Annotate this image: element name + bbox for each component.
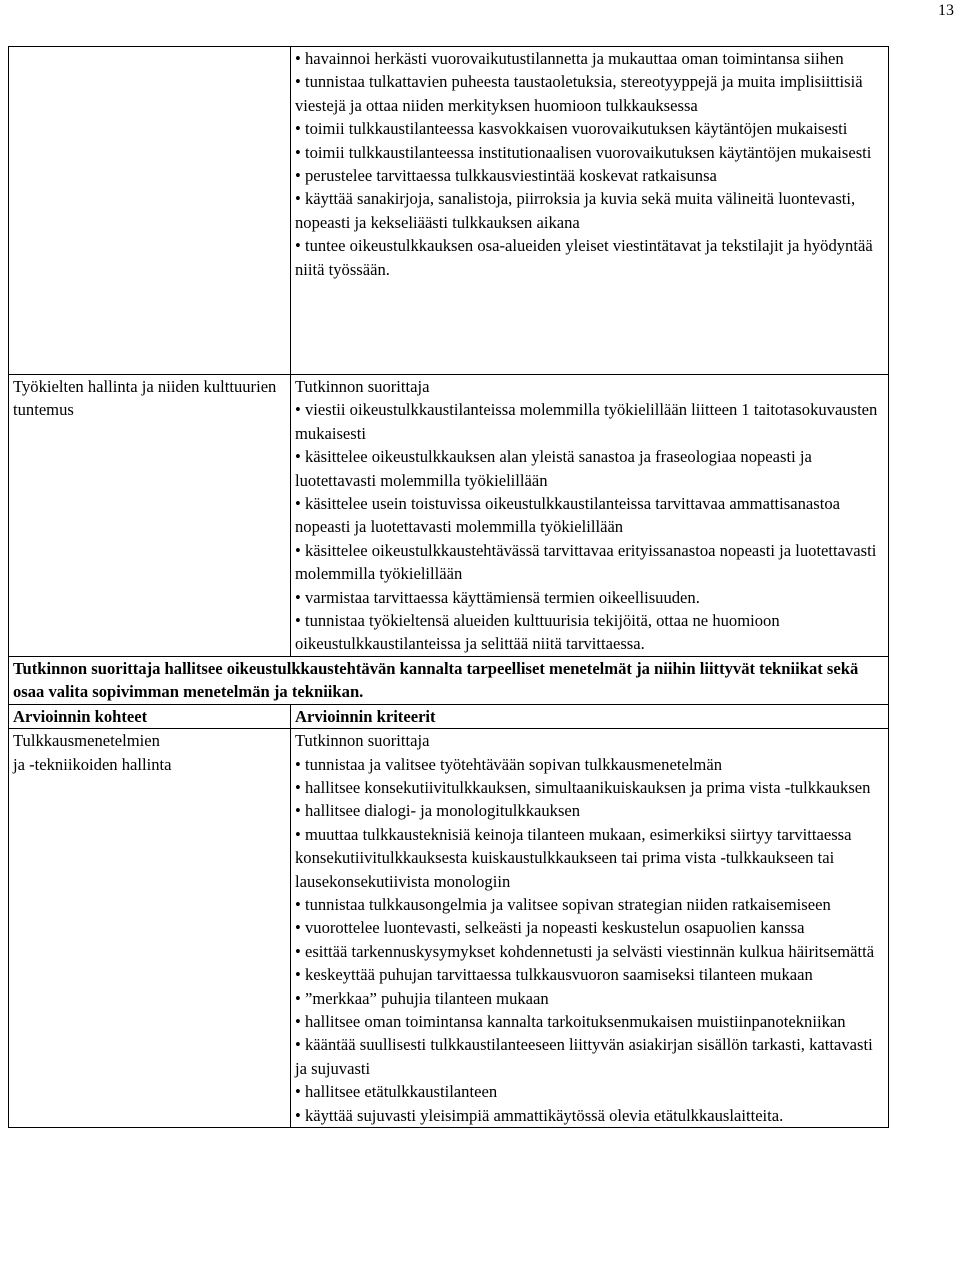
list-item: • tunnistaa tulkattavien puheesta taustaoletuksia, stereotyyppejä ja muita implisiittisiä viestejä ja ottaa niiden merkityksen huomioon tulkkauksessa bbox=[295, 70, 884, 117]
table-row bbox=[9, 375, 889, 657]
list-item: • toimii tulkkaustilanteessa kasvokkaisen vuorovaikutuksen käytäntöjen mukaisesti bbox=[295, 117, 884, 140]
criteria-cell bbox=[291, 375, 889, 657]
list-item: • havainnoi herkästi vuorovaikutustilannetta ja mukauttaa oman toimintansa siihen bbox=[295, 47, 884, 70]
list-item: • käyttää sujuvasti yleisimpiä ammattikäytössä olevia etätulkkauslaitteita. bbox=[295, 1104, 884, 1127]
list-item: • hallitsee etätulkkaustilanteen bbox=[295, 1080, 884, 1103]
criteria-intro: Tutkinnon suorittaja bbox=[295, 731, 430, 751]
table-row bbox=[9, 47, 889, 375]
header-targets: Arvioinnin kohteet bbox=[9, 704, 291, 728]
list-item: • käyttää sanakirjoja, sanalistoja, piirroksia ja kuvia sekä muita välineitä luontevasti, nopeasti ja kekseliäästi tulkkauksen aikana bbox=[295, 187, 884, 234]
list-item: • käsittelee oikeustulkkauksen alan yleistä sanastoa ja fraseologiaa nopeasti ja luotettavasti molemmilla työkielillään bbox=[295, 445, 884, 492]
list-item: • tunnistaa tulkkausongelmia ja valitsee sopivan strategian niiden ratkaisemiseen bbox=[295, 893, 884, 916]
table-header-row bbox=[9, 704, 889, 728]
list-item: • hallitsee konsekutiivitulkkauksen, simultaanikuiskauksen ja prima vista -tulkkauksen bbox=[295, 776, 884, 799]
criteria-cell bbox=[291, 729, 889, 1128]
target-cell bbox=[9, 47, 291, 375]
list-item: • kääntää suullisesti tulkkaustilanteeseen liittyvän asiakirjan sisällön tarkasti, kattavasti ja sujuvasti bbox=[295, 1033, 884, 1080]
table-row bbox=[9, 729, 889, 1128]
section-goal: Tutkinnon suorittaja hallitsee oikeustulkkaustehtävän kannalta tarpeelliset menetelmät ja niihin liittyvät tekniikat sekä osaa valita sopivimman menetelmän ja tekniikan. bbox=[9, 656, 889, 704]
list-item: • keskeyttää puhujan tarvittaessa tulkkausvuoron saamiseksi tilanteen mukaan bbox=[295, 963, 884, 986]
page-number: 13 bbox=[938, 2, 954, 19]
list-item: • tunnistaa ja valitsee työtehtävään sopivan tulkkausmenetelmän bbox=[295, 753, 884, 776]
list-item: • hallitsee dialogi- ja monologitulkkauksen bbox=[295, 799, 884, 822]
list-item: • tuntee oikeustulkkauksen osa-alueiden yleiset viestintätavat ja tekstilajit ja hyödyntää niitä työssään. bbox=[295, 234, 884, 281]
target-line: Tulkkausmenetelmien bbox=[13, 731, 160, 751]
list-item: • vuorottelee luontevasti, selkeästi ja nopeasti keskustelun osapuolien kanssa bbox=[295, 916, 884, 939]
list-item: • viestii oikeustulkkaustilanteissa molemmilla työkielillään liitteen 1 taitotasokuvausten mukaisesti bbox=[295, 398, 884, 445]
list-item: • hallitsee oman toimintansa kannalta tarkoituksenmukaisen muistiinpanotekniikan bbox=[295, 1010, 884, 1033]
list-item: • ”merkkaa” puhujia tilanteen mukaan bbox=[295, 987, 884, 1010]
list-item: • muuttaa tulkkausteknisiä keinoja tilanteen mukaan, esimerkiksi siirtyy tarvittaessa konsekutiivitulkkauksesta kuiskaustulkkaukseen tai prima vista -tulkkaukseen tai lausekonsekutiivista monologiin bbox=[295, 823, 884, 893]
target-line: ja -tekniikoiden hallinta bbox=[13, 754, 172, 774]
header-criteria: Arvioinnin kriteerit bbox=[291, 704, 889, 728]
list-item: • esittää tarkennuskysymykset kohdennetusti ja selvästi viestinnän kulkua häiritsemättä bbox=[295, 940, 884, 963]
criteria-intro: Tutkinnon suorittaja bbox=[295, 377, 430, 396]
list-item: • käsittelee usein toistuvissa oikeustulkkaustilanteissa tarvittavaa ammattisanastoa nopeasti ja luotettavasti molemmilla työkielillään bbox=[295, 492, 884, 539]
list-item: • toimii tulkkaustilanteessa institutionaalisen vuorovaikutuksen käytäntöjen mukaisesti bbox=[295, 141, 884, 164]
table-row bbox=[9, 656, 889, 704]
list-item: • varmistaa tarvittaessa käyttämiensä termien oikeellisuuden. bbox=[295, 586, 884, 609]
target-cell: Työkielten hallinta ja niiden kulttuurien tuntemus bbox=[9, 375, 291, 657]
list-item: • tunnistaa työkieltensä alueiden kulttuurisia tekijöitä, ottaa ne huomioon oikeustulkkaustilanteissa ja selittää niitä tarvittaessa. bbox=[295, 609, 884, 656]
criteria-table bbox=[8, 46, 889, 1128]
criteria-cell bbox=[291, 47, 889, 375]
target-cell bbox=[9, 729, 291, 1128]
list-item: • perustelee tarvittaessa tulkkausviestintää koskevat ratkaisunsa bbox=[295, 164, 884, 187]
list-item: • käsittelee oikeustulkkaustehtävässä tarvittavaa erityissanastoa nopeasti ja luotettavasti molemmilla työkielillään bbox=[295, 539, 884, 586]
